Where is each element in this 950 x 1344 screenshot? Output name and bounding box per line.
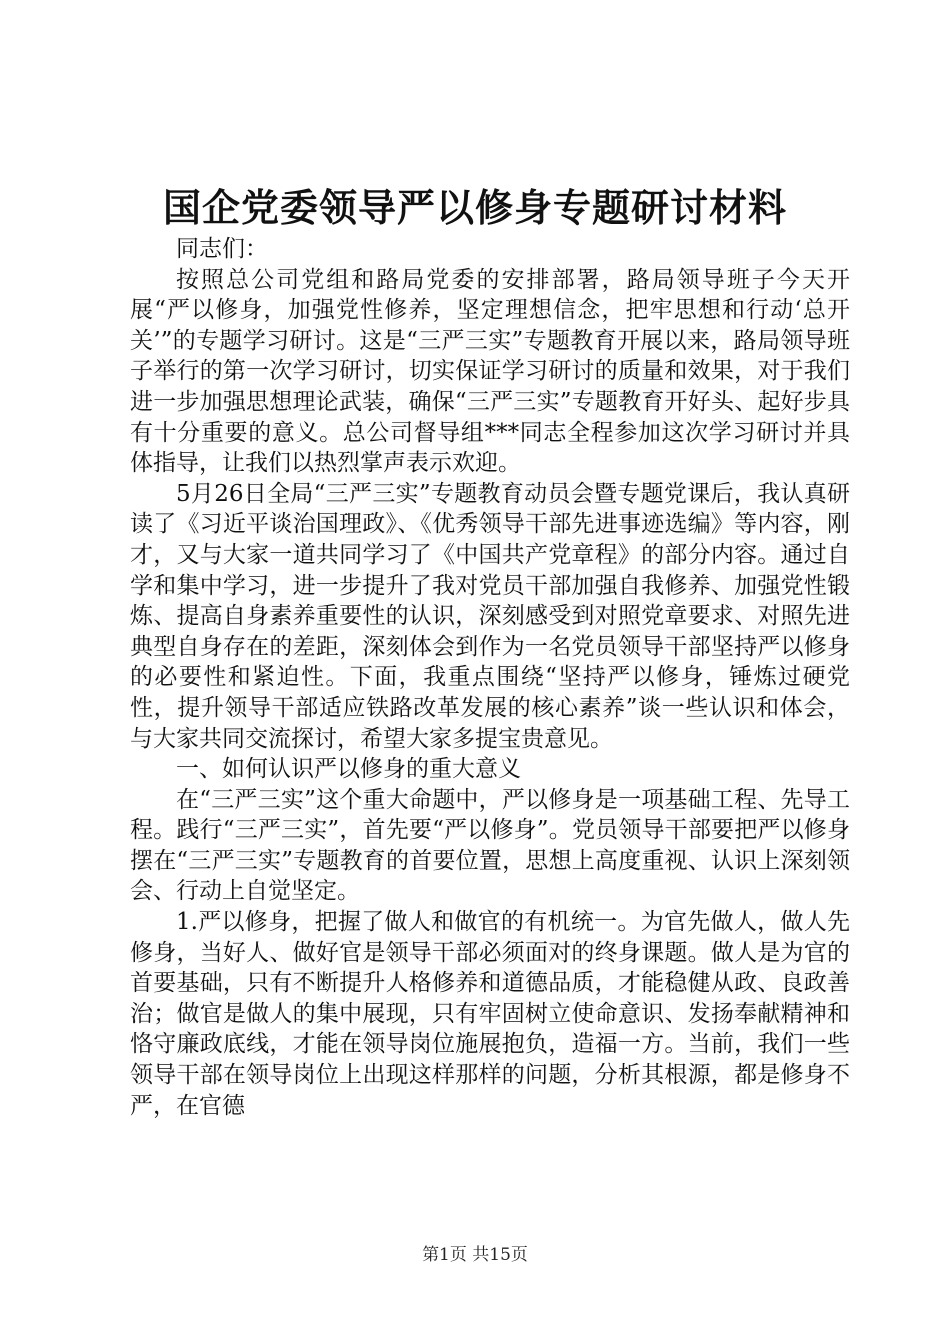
document-body: [130, 234, 850, 1121]
body-paragraph: 5月26日全局“三严三实”专题教育动员会暨专题党课后，我认真研读了《习近平谈治国理政》、《优秀领导干部先进事迹选编》等内容，刚才，又与大家一道共同学习了《中国共产党章程》的部分内容。通过自学和集中学习，进一步提升了我对党员干部加强自我修养、加强党性锻炼、提高自身素养重要性的认识，深刻感受到对照党章要求、对照先进典型自身存在的差距，深刻体会到作为一名党员领导干部坚持严以修身的必要性和紧迫性。下面，我重点围绕“坚持严以修身，锤炼过硬党性，提升领导干部适应铁路改革发展的核心素养”谈一些认识和体会，与大家共同交流探讨，希望大家多提宝贵意见。: [130, 480, 850, 752]
page-number-footer: 第1页 共15页: [422, 1245, 528, 1265]
body-paragraph: 1.严以修身，把握了做人和做官的有机统一。为官先做人，做人先修身，当好人、做好官是领导干部必须面对的终身课题。做人是为官的首要基础，只有不断提升人格修养和道德品质，才能稳健从政、良政善治；做官是做人的集中展现，只有牢固树立使命意识、发扬奉献精神和恪守廉政底线，才能在领导岗位施展抱负，造福一方。当前，我们一些领导干部在领导岗位上出现这样那样的问题，分析其根源，都是修身不严，在官德: [130, 909, 850, 1119]
document-title: 国企党委领导严以修身专题研讨材料: [162, 185, 787, 230]
body-paragraph: 在“三严三实”这个重大命题中，严以修身是一项基础工程、先导工程。践行“三严三实”，首先要“严以修身”。党员领导干部要把严以修身摆在“三严三实”专题教育的首要位置，思想上高度重视、认识上深刻领会、行动上自觉坚定。: [130, 786, 850, 905]
section-heading: 一、如何认识严以修身的重大意义: [176, 756, 521, 783]
body-paragraph: 按照总公司党组和路局党委的安排部署，路局领导班子今天开展“严以修身，加强党性修养，坚定理想信念，把牢思想和行动‘总开关’”的专题学习研讨。这是“三严三实”专题教育开展以来，路局领导班子举行的第一次学习研讨，切实保证学习研讨的质量和效果，对于我们进一步加强思想理论武装，确保“三严三实”专题教育开好头、起好步具有十分重要的意义。总公司督导组***同志全程参加这次学习研讨并具体指导，让我们以热烈掌声表示欢迎。: [130, 266, 850, 477]
salutation-paragraph: 同志们：: [176, 236, 268, 262]
